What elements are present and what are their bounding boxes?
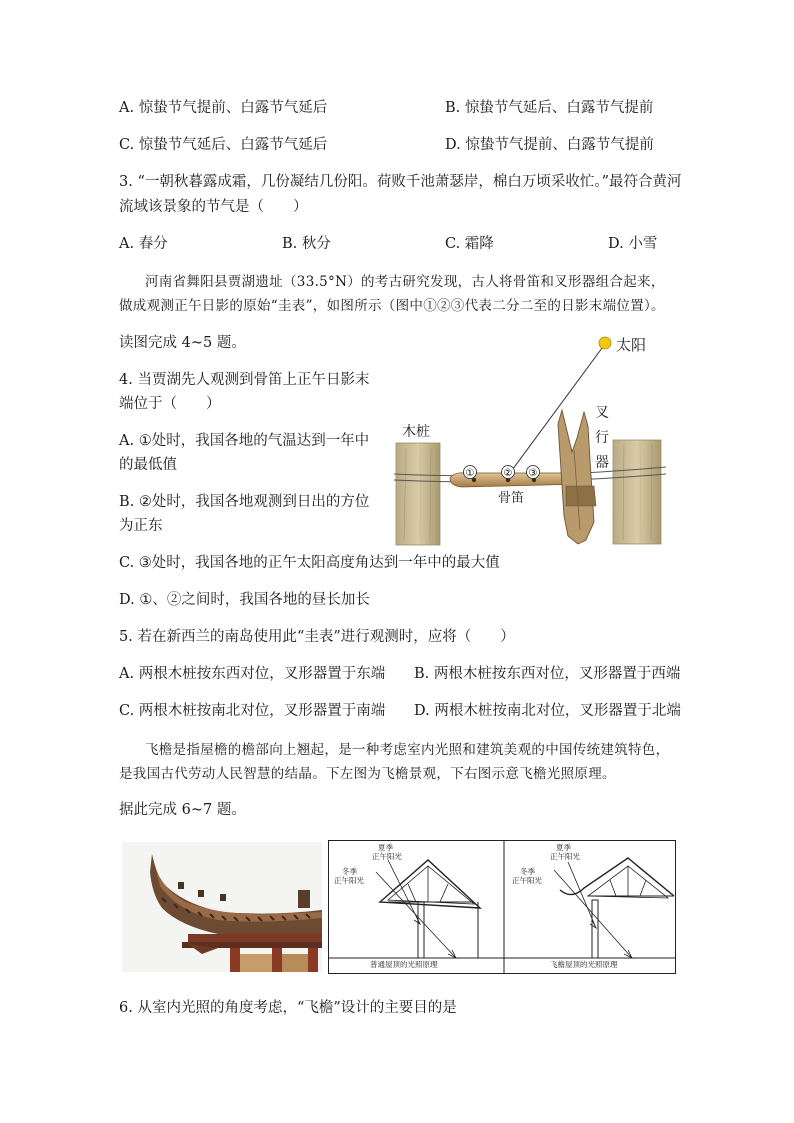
sun-icon — [599, 337, 611, 349]
lighting-principle-diagram — [328, 840, 676, 974]
q5-option-d: D. 两根木桩按南北对位，叉形器置于北端 — [414, 703, 681, 719]
right-wooden-stake — [613, 440, 661, 544]
shadow-mark-3-label: ③ — [528, 468, 538, 479]
shadow-mark-2-label: ② — [503, 468, 513, 479]
q2-option-b: B. 惊蛰节气延后、白露节气提前 — [445, 100, 654, 116]
q2-option-d: D. 惊蛰节气提前、白露节气提前 — [445, 137, 654, 153]
q5-option-c: C. 两根木桩按南北对位，叉形器置于南端 — [119, 703, 386, 719]
left-summer-label-1: 夏季 — [378, 843, 393, 852]
q3-stem-line2: 流域该景象的节气是（ ） — [119, 199, 308, 215]
q4-stem-line1: 4. 当贾湖先人观测到骨笛上正午日影末 — [119, 372, 370, 388]
stake-label: 木桩 — [402, 424, 430, 440]
q4-option-a-line1: A. ①处时，我国各地的气温达到一年中 — [119, 433, 370, 449]
right-summer-label-2: 正午阳光 — [550, 852, 580, 861]
left-wooden-stake — [396, 443, 440, 545]
caption-flying-eave-roof: 飞檐屋顶的光照原理 — [550, 960, 618, 969]
q3-option-d: D. 小雪 — [608, 236, 658, 252]
fork-label-1: 叉 — [595, 405, 609, 421]
passage2-line1: 飞檐是指屋檐的檐部向上翘起，是一种考虑室内光照和建筑美观的中国传统建筑特色， — [145, 742, 670, 758]
passage2-line2: 是我国古代劳动人民智慧的结晶。下左图为飞檐景观，下右图示意飞檐光照原理。 — [119, 766, 616, 782]
q5-stem: 5. 若在新西兰的南岛使用此“圭表”进行观测时，应将（ ） — [119, 629, 515, 645]
q5-option-b: B. 两根木桩按东西对位，叉形器置于西端 — [414, 666, 681, 682]
fork-label-2: 行 — [595, 430, 609, 446]
left-summer-label-2: 正午阳光 — [372, 852, 402, 861]
q4-option-d: D. ①、②之间时，我国各地的昼长加长 — [119, 592, 370, 608]
passage1-instruction: 读图完成 4~5 题。 — [119, 335, 246, 351]
q4-option-a-line2: 的最低值 — [119, 457, 177, 473]
passage2-instruction: 据此完成 6~7 题。 — [119, 802, 246, 818]
passage1-line1: 河南省舞阳县贾湖遗址（33.5°N）的考古研究发现，古人将骨笛和叉形器组合起来， — [145, 274, 665, 290]
sun-ray-line — [507, 344, 605, 477]
q3-stem-line1: 3. “一朝秋暮露成霜，几份凝结几份阳。荷败千池萧瑟岸，棉白万顷采收忙。”最符合黄河 — [119, 174, 682, 190]
passage1-line2: 做成观测正午日影的原始“圭表”，如图所示（图中①②③代表二分二至的日影末端位置）。 — [119, 298, 665, 314]
flute-label: 骨笛 — [498, 491, 525, 506]
flying-eaves-photo — [122, 842, 322, 972]
sun-label: 太阳 — [616, 336, 647, 354]
fork-label-3: 器 — [595, 455, 609, 471]
q4-option-b-line1: B. ②处时，我国各地观测到日出的方位 — [119, 494, 370, 510]
shadow-mark-1-label: ① — [465, 468, 475, 479]
q3-option-a: A. 春分 — [119, 236, 168, 252]
right-winter-label-1: 冬季 — [520, 867, 535, 876]
left-winter-label-1: 冬季 — [342, 867, 357, 876]
q3-option-c: C. 霜降 — [445, 236, 494, 252]
q5-option-a: A. 两根木桩按东西对位，叉形器置于东端 — [119, 666, 386, 682]
left-winter-label-2: 正午阳光 — [334, 876, 364, 885]
q4-stem-line2: 端位于（ ） — [119, 396, 221, 412]
q2-option-c: C. 惊蛰节气延后、白露节气延后 — [119, 137, 328, 153]
q3-option-b: B. 秋分 — [282, 236, 331, 252]
q4-option-c: C. ③处时，我国各地的正午太阳高度角达到一年中的最大值 — [119, 555, 500, 571]
gnomon-figure — [394, 330, 666, 548]
right-summer-label-1: 夏季 — [556, 843, 571, 852]
q2-option-a: A. 惊蛰节气提前、白露节气延后 — [119, 100, 328, 116]
caption-ordinary-roof: 普通屋顶的光照原理 — [370, 960, 438, 969]
q4-option-b-line2: 为正东 — [119, 518, 163, 534]
q6-stem: 6. 从室内光照的角度考虑，“飞檐”设计的主要目的是 — [119, 1000, 457, 1016]
right-winter-label-2: 正午阳光 — [512, 876, 542, 885]
